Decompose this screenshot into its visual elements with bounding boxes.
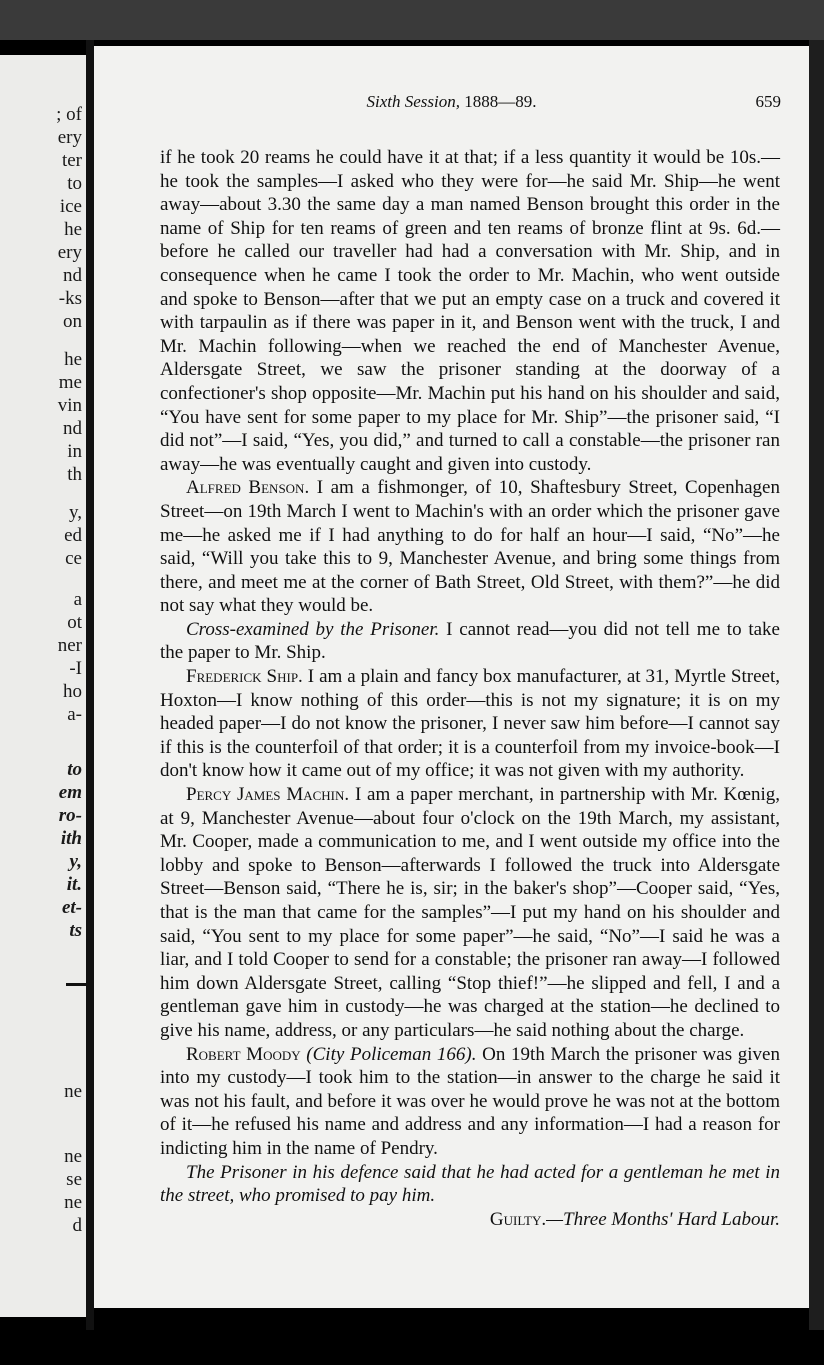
- left-page-fragment: y,: [68, 502, 82, 523]
- left-page-fragment: ne: [64, 1081, 82, 1102]
- left-page-fragment: ery: [57, 127, 82, 148]
- witness-name: Alfred Benson.: [186, 477, 310, 499]
- book-gutter: [86, 40, 94, 1330]
- left-page-fragment: ne: [64, 1146, 82, 1167]
- left-page-fragment: -I: [69, 658, 82, 679]
- left-page-fragment: to: [67, 173, 82, 194]
- witness-name: Percy James Machin.: [186, 784, 350, 806]
- left-page-fragment: ith: [60, 828, 82, 849]
- left-page-fragment: ery: [57, 242, 82, 263]
- prisoner-defence: The Prisoner in his defence said that he had acted for a gentleman he met in the street, who promised to pay him.: [160, 1161, 780, 1207]
- testimony-text: I am a fishmonger, of 10, Shaftesbury Street, Copenhagen Street—on 19th March I went to Machin's with an order which the prisoner gave me—he asked me if I had anything to do for half an hour—I said, “No”—he said, “Will you take this to 9, Manchester Avenue, and bring some things from there, and meet me at the corner of Bath Street, Old Street, with them?”—he did not say what they would be.: [160, 477, 780, 617]
- left-page-fragment: ; of: [56, 104, 82, 125]
- witness-badge: (City Policeman 166).: [306, 1043, 477, 1065]
- left-page-fragment: to: [67, 759, 82, 780]
- left-page-fragment: nd: [63, 265, 82, 286]
- left-page-fragment: se: [66, 1169, 82, 1190]
- verdict: [160, 1208, 780, 1232]
- left-page-fragment: a: [73, 589, 82, 610]
- running-title: Sixth Session,: [366, 92, 460, 111]
- left-page-fragment: ce: [65, 548, 82, 569]
- testimony-ship: [160, 665, 780, 783]
- testimony-text: I am a plain and fancy box manufacturer, at 31, Myrtle Street, Hoxton—I know nothing of this order—this is not my signature; it is on my headed paper—I do not know the prisoner, I never saw him before—I cannot say if this is the counterfoil of that order; it is a counterfoil from my invoice-book—I don't know how it came out of my office; it was not given with my authority.: [160, 666, 781, 782]
- left-page-fragment: ts: [69, 920, 82, 941]
- left-page-fragment: th: [67, 464, 82, 485]
- left-page-fragment: in: [67, 441, 82, 462]
- left-page-rule: [66, 983, 86, 986]
- left-page-fragment: ro-: [58, 805, 82, 826]
- witness-name: Robert Moody: [186, 1043, 301, 1065]
- witness-name: Frederick Ship.: [186, 666, 303, 688]
- left-page-fragment: a-: [67, 704, 82, 725]
- left-page-fragment: ot: [67, 612, 82, 633]
- testimony-text: On 19th March the prisoner was given into my custody—I took him to the station—in answer to the charge he said it was not his fault, and before it was over he would prove he was not at the bottom of it—he refused his name and address and any information—I had a reason for indicting him in the name of Pendry.: [160, 1043, 780, 1159]
- scan-top-band: [0, 0, 824, 40]
- left-page-fragment: vin: [57, 395, 82, 416]
- page-number: 659: [755, 92, 781, 111]
- testimony-moody: [160, 1043, 780, 1161]
- cross-examination-label: Cross-examined by the Prisoner.: [186, 618, 440, 640]
- left-page-fragment: me: [58, 372, 82, 393]
- left-page-edge: [0, 55, 86, 1317]
- left-page-fragment: on: [63, 311, 82, 332]
- testimony-paragraph: if he took 20 reams he could have it at that; if a less quantity it would be 10s.—he took the samples—I asked who they were for—he said Mr. Ship—he went away—about 3.30 the same day a man named Benson brought this order in the name of Ship for ten reams of green and ten reams of bronze flint at 9s. 6d.—before he called our traveller had had a conversation with Mr. Ship, and in consequence when he came I took the order to Mr. Machin, who went outside and spoke to Benson—after that we put an empty case on a truck and covered it with tarpaulin as if there was paper in it, and Benson went with the truck, I and Mr. Machin following—when we reached the end of Manchester Avenue, Aldersgate Street, we saw the prisoner standing at the doorway of a confectioner's shop opposite—Mr. Machin put his hand on his shoulder and said, “You have sent for some paper to my place for Mr. Ship”—the prisoner said, “I did not”—I said, “Yes, you did,” and turned to call a constable—the prisoner ran away—he was eventually caught and given into custody.: [160, 147, 780, 475]
- left-page-fragment: et-: [61, 897, 82, 918]
- testimony-text: I cannot read—you did not tell me to take the paper to Mr. Ship.: [160, 618, 780, 664]
- testimony-text: I am a paper merchant, in partnership with Mr. Kœnig, at 9, Manchester Avenue—about four o'clock on the 19th March, my assistant, Mr. Cooper, made a communication to me, and I went outside my office into the lobby and spoke to Benson—afterwards I followed the truck into Aldersgate Street—Benson said, “There he is, sir; in the baker's shop”—Cooper said, “Yes, that is the man that came for the samples”—I put my hand on his shoulder and said, “You sent to my place for some paper”—he said, “No”—I said he was a liar, and I told Cooper to send for a constable; the prisoner ran away—I followed him down Aldersgate Street, calling “Stop thief!”—he slipped and fell, I and a gentleman gave him in custody—he was charged at the station—he declined to give his name, address, or any particulars—he said nothing about the charge.: [160, 784, 781, 1041]
- left-page-fragment: ter: [61, 150, 82, 171]
- left-page-fragment: he: [64, 349, 82, 370]
- verdict-sentence: —Three Months' Hard Labour.: [546, 1208, 780, 1230]
- scan-right-edge: [809, 40, 824, 1330]
- left-page-fragment: ho: [63, 681, 82, 702]
- left-page-fragment: he: [64, 219, 82, 240]
- left-page-fragment: ner: [57, 635, 82, 656]
- left-page-fragment: d: [72, 1215, 82, 1236]
- running-header: [94, 92, 809, 112]
- verdict-label: Guilty.: [489, 1208, 547, 1230]
- cross-examination: [160, 618, 780, 665]
- left-page-fragment: ed: [64, 525, 82, 546]
- left-page-fragment: em: [58, 782, 82, 803]
- left-page-fragment: -ks: [58, 288, 82, 309]
- left-page-fragment: nd: [63, 418, 82, 439]
- left-page-fragment: it.: [66, 874, 82, 895]
- right-page: [94, 46, 809, 1308]
- left-page-fragment: y,: [69, 851, 82, 872]
- left-page-fragment: ice: [59, 196, 82, 217]
- testimony-benson: [160, 476, 780, 618]
- body-text: [160, 146, 780, 1231]
- session-years: 1888—89.: [464, 92, 537, 111]
- left-page-fragment: ne: [64, 1192, 82, 1213]
- testimony-machin: [160, 783, 780, 1043]
